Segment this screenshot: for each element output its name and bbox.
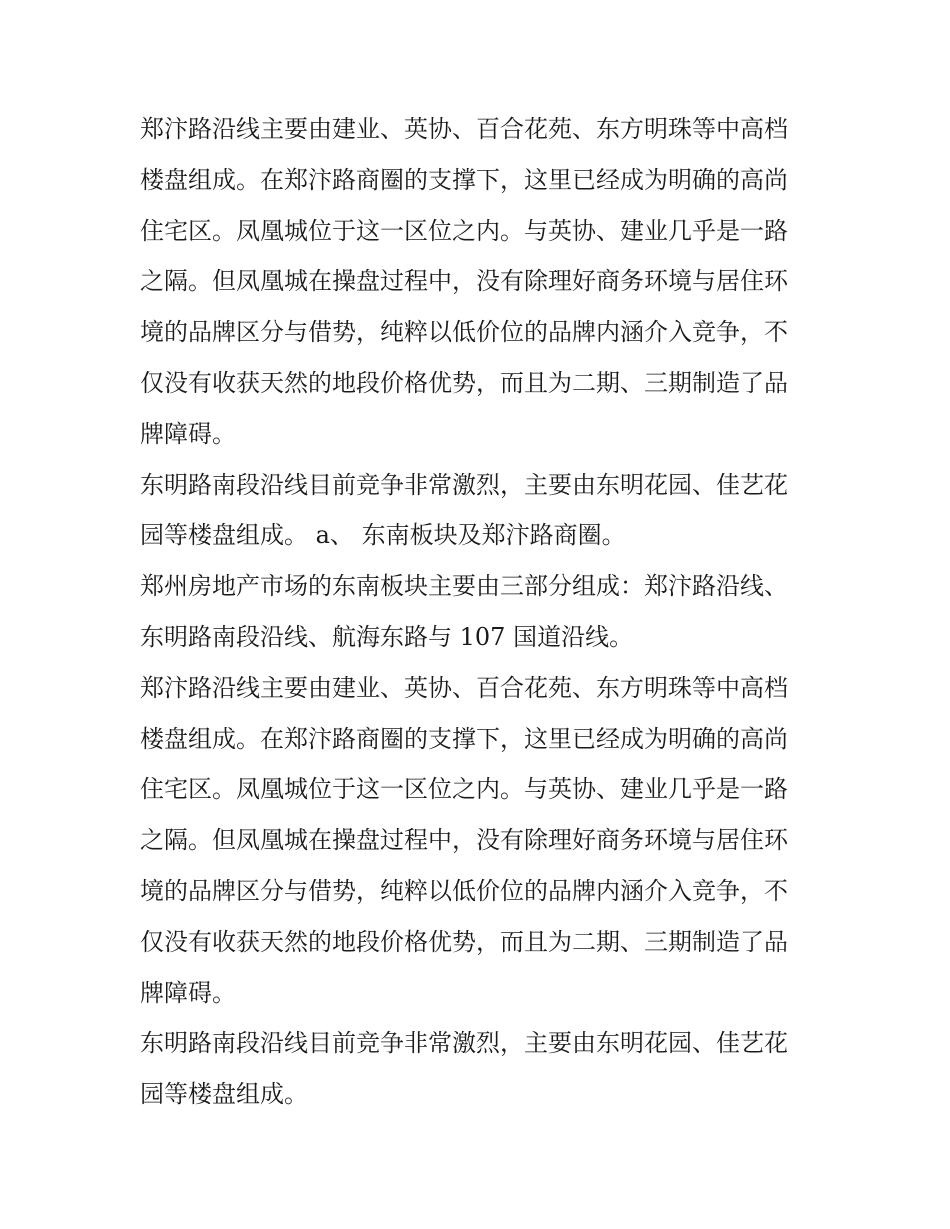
text-line: 牌障碍。 <box>140 419 236 448</box>
text-line: 园等楼盘组成。 <box>140 1080 308 1109</box>
text-line: 境的品牌区分与借势，纯粹以低价位的品牌内涵介入竞争，不 <box>140 318 788 347</box>
text-line: 东明路南段沿线目前竞争非常激烈，主要由东明花园、佳艺花 <box>140 470 788 499</box>
text-line: 牌障碍。 <box>140 978 236 1007</box>
text-line: 园等楼盘组成。 a、 东南板块及郑汴路商圈。 <box>140 521 626 550</box>
text-line: 住宅区。凤凰城位于这一区位之内。与英协、建业几乎是一路 <box>140 775 788 804</box>
text-line: 仅没有收获天然的地段价格优势，而且为二期、三期制造了品 <box>140 927 788 956</box>
text-line: 东明路南段沿线目前竞争非常激烈，主要由东明花园、佳艺花 <box>140 1029 788 1058</box>
text-line: 郑汴路沿线主要由建业、英协、百合花苑、东方明珠等中高档 <box>140 673 788 702</box>
text-line: 东明路南段沿线、航海东路与 107 国道沿线。 <box>140 622 634 651</box>
text-line: 之隔。但凤凰城在操盘过程中，没有除理好商务环境与居住环 <box>140 826 788 855</box>
text-line: 楼盘组成。在郑汴路商圈的支撑下，这里已经成为明确的高尚 <box>140 165 788 194</box>
text-line: 住宅区。凤凰城位于这一区位之内。与英协、建业几乎是一路 <box>140 216 788 245</box>
text-line: 楼盘组成。在郑汴路商圈的支撑下，这里已经成为明确的高尚 <box>140 724 788 753</box>
text-line: 郑州房地产市场的东南板块主要由三部分组成：郑汴路沿线、 <box>140 572 788 601</box>
text-line: 郑汴路沿线主要由建业、英协、百合花苑、东方明珠等中高档 <box>140 115 788 143</box>
text-line: 之隔。但凤凰城在操盘过程中，没有除理好商务环境与居住环 <box>140 267 788 296</box>
text-line: 境的品牌区分与借势，纯粹以低价位的品牌内涵介入竞争，不 <box>140 876 788 905</box>
text-line: 仅没有收获天然的地段价格优势，而且为二期、三期制造了品 <box>140 368 788 397</box>
document-body <box>140 104 820 1120</box>
